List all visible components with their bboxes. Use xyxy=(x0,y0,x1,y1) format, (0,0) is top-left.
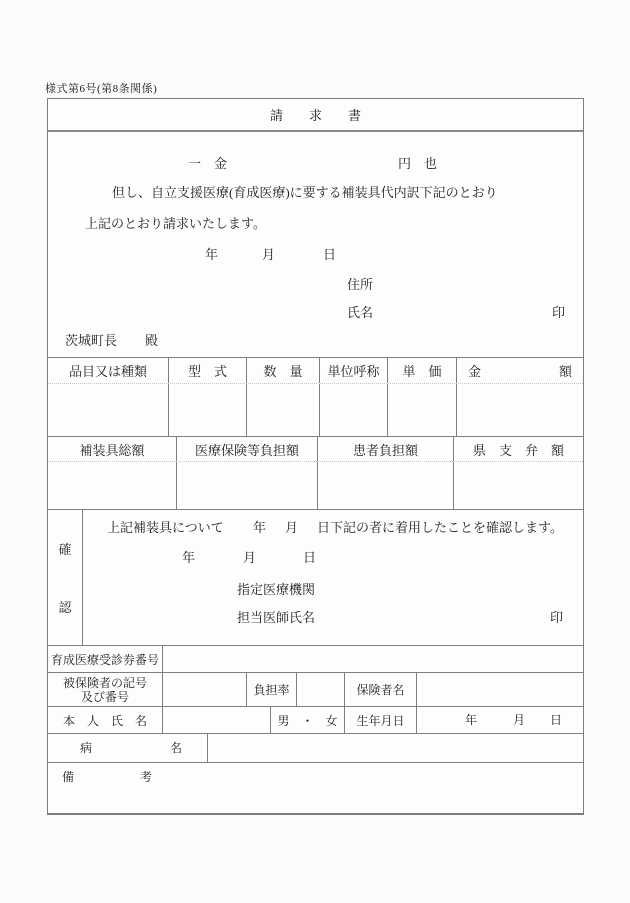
header-patient-share: 患者負担額 xyxy=(318,437,454,461)
insured-symbol-value xyxy=(163,673,247,706)
confirmation-line2-day: 日 xyxy=(303,550,317,565)
birth-day-label: 日 xyxy=(550,713,563,727)
amount-prefix-label: 一 金 xyxy=(188,156,228,171)
totals-table-data-row xyxy=(48,462,583,509)
disease-label-right: 名 xyxy=(170,741,183,755)
insurer-name-label: 保険者名 xyxy=(345,673,417,706)
insured-symbol-label-line1: 被保険者の記号 xyxy=(62,675,147,690)
insurer-name-value xyxy=(417,673,583,706)
birth-year-label: 年 xyxy=(465,713,478,727)
burden-rate-value xyxy=(297,673,345,706)
item-kind-value xyxy=(48,384,169,436)
voucher-number-row xyxy=(48,646,583,673)
remarks-label-left: 備 xyxy=(62,770,75,784)
insured-symbol-label xyxy=(48,673,163,706)
quantity-value xyxy=(247,384,320,436)
confirmation-char-2: 認 xyxy=(58,600,72,615)
voucher-number-label: 育成医療受診券番号 xyxy=(48,646,163,672)
remarks-row xyxy=(48,763,583,813)
sex-options-label: 男 ・ 女 xyxy=(271,707,345,733)
header-amount: 金 額 xyxy=(467,364,572,379)
totals-table-header-row xyxy=(48,437,583,462)
date-year-label: 年 xyxy=(205,247,219,262)
disease-name-row xyxy=(48,734,583,763)
confirmation-line1-suffix: 日下記の者に着用したことを確認します。 xyxy=(317,520,563,535)
disease-label-left: 病 xyxy=(80,741,93,755)
confirmation-section xyxy=(48,510,583,646)
voucher-number-value xyxy=(163,646,583,672)
confirmation-body xyxy=(83,510,583,645)
confirmation-line1-month: 月 xyxy=(285,520,299,535)
seal-label: 印 xyxy=(552,305,566,320)
invoice-form xyxy=(47,98,584,815)
date-day-label: 日 xyxy=(323,247,337,262)
person-name-label: 本 人 氏 名 xyxy=(48,707,163,733)
confirmation-line2-month: 月 xyxy=(243,550,257,565)
confirmation-char-1: 確 xyxy=(58,542,72,557)
header-quantity: 数 量 xyxy=(247,358,320,383)
birth-month-label: 月 xyxy=(513,713,526,727)
appliance-total-value xyxy=(48,462,177,509)
header-appliance-total: 補装具総額 xyxy=(48,437,177,461)
prefecture-share-value xyxy=(454,462,583,509)
doctor-name-label: 担当医師氏名 xyxy=(237,610,316,625)
form-title: 請 求 書 xyxy=(48,99,583,132)
insured-info-row xyxy=(48,673,583,707)
form-number-label: 様式第6号(第8条関係) xyxy=(45,83,158,95)
person-name-row xyxy=(48,707,583,734)
confirmation-line2-year: 年 xyxy=(182,550,196,565)
header-prefecture-share: 県 支 弁 額 xyxy=(472,442,564,458)
header-insurance-share: 医療保険等負担額 xyxy=(177,437,318,461)
doctor-seal-label: 印 xyxy=(550,610,564,625)
disease-name-label xyxy=(48,734,208,762)
claim-section xyxy=(48,132,583,358)
address-label: 住所 xyxy=(347,277,374,292)
confirmation-line1-prefix: 上記補装具について xyxy=(107,520,224,535)
header-unit-price: 単 価 xyxy=(388,358,457,383)
items-table xyxy=(48,358,583,437)
date-month-label: 月 xyxy=(262,247,276,262)
proviso-text: 但し、自立支援医療(育成医療)に要する補装具代内訳下記のとおり xyxy=(112,185,498,200)
model-value xyxy=(169,384,247,436)
addressee-honorific: 殿 xyxy=(145,333,159,348)
statement-text: 上記のとおり請求いたします。 xyxy=(85,216,266,231)
birth-date-label: 生年月日 xyxy=(345,707,417,733)
name-label: 氏名 xyxy=(347,305,374,320)
confirmation-line1-year: 年 xyxy=(253,520,267,535)
burden-rate-label: 負担率 xyxy=(247,673,297,706)
insured-symbol-label-line2: 及び番号 xyxy=(80,689,129,704)
disease-name-value xyxy=(208,734,583,762)
header-model: 型 式 xyxy=(169,358,247,383)
items-table-data-row xyxy=(48,384,583,436)
unit-name-value xyxy=(320,384,388,436)
remarks-label-right: 考 xyxy=(140,770,153,784)
person-name-value xyxy=(163,707,271,733)
header-item-kind: 品目又は種類 xyxy=(48,358,169,383)
addressee-label: 茨城町長 xyxy=(65,333,118,348)
patient-share-value xyxy=(318,462,454,509)
insurance-share-value xyxy=(177,462,318,509)
totals-table xyxy=(48,437,583,510)
unit-price-value xyxy=(388,384,457,436)
amount-suffix-label: 円 也 xyxy=(398,156,438,171)
birth-date-cell xyxy=(417,707,583,733)
confirmation-vertical-label xyxy=(48,510,83,645)
header-unit-name: 単位呼称 xyxy=(320,358,388,383)
items-table-header-row xyxy=(48,358,583,384)
amount-cell-value xyxy=(457,384,583,436)
institution-label: 指定医療機関 xyxy=(237,582,316,597)
patient-info-table xyxy=(48,646,583,813)
